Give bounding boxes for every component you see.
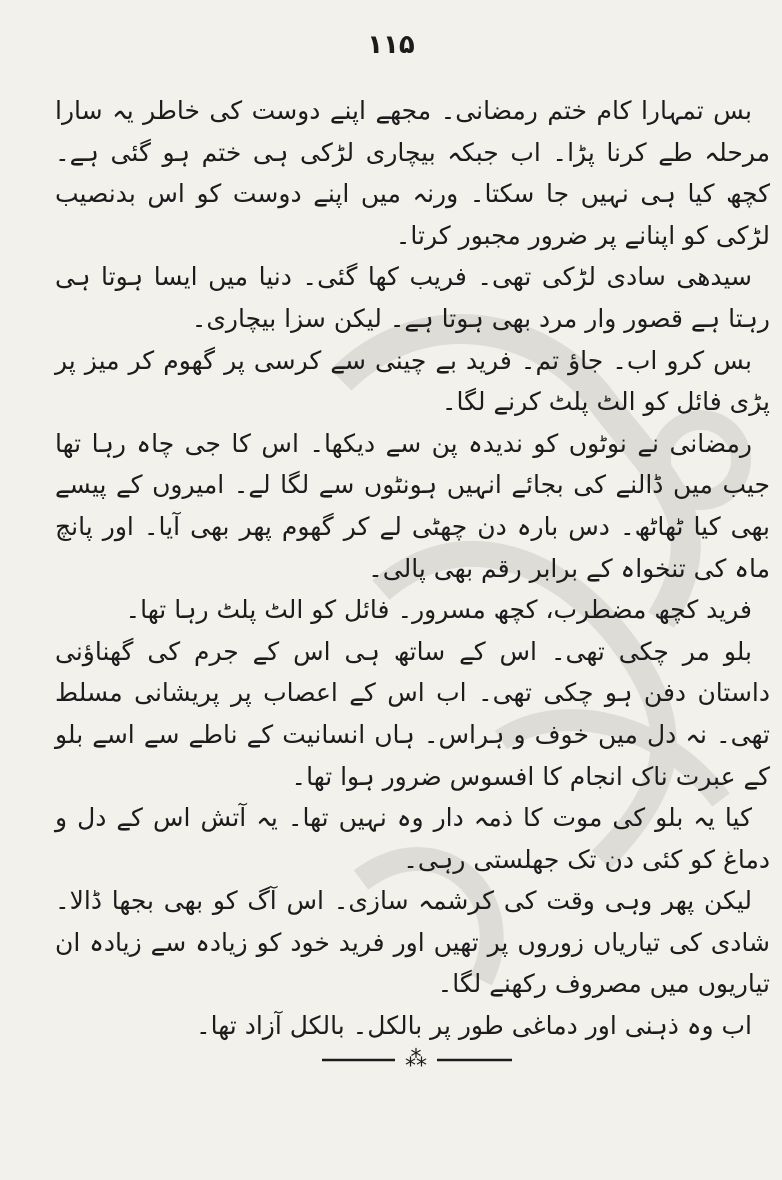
paragraph: اب وہ ذہنی اور دماغی طور پر بالکل۔ بالکل آزاد تھا۔ (196, 1011, 752, 1041)
paragraph: بس تمہارا کام ختم رمضانی۔ مجھے اپنے دوست کی خاطر یہ سارا مرحلہ طے کرنا پڑا۔ اب جبکہ بیچاری لڑکی ہی ختم ہو گئی ہے۔ کچھ کیا ہی نہیں جا سکتا۔ ورنہ میں اپنے دوست کو اس بدنصیب لڑکی کو اپنانے پر ضرور مجبور کرتا۔ (55, 96, 770, 250)
paragraph: رمضانی نے نوٹوں کو ندیدہ پن سے دیکھا۔ اس کا جی چاہ رہا تھا جیب میں ڈالنے کی بجائے انہیں ہونٹوں سے لگا لے۔ امیروں کے پیسے بھی کیا ٹھاٹھ۔ دس بارہ دن چھٹی لے کر گھوم پھر بھی آیا۔ اور پانچ ماہ کی تنخواہ کے برابر رقم بھی پالی۔ (55, 428, 770, 583)
page-number: ۱۱۵ (367, 30, 415, 60)
body-text (55, 90, 770, 1047)
paragraph: کیا یہ بلو کی موت کا ذمہ دار وہ نہیں تھا۔ یہ آتش اس کے دل و دماغ کو کئی دن تک جھلستی رہی۔ (55, 803, 770, 874)
divider-ornament: ⁂ (405, 1047, 427, 1072)
paragraph: بلو مر چکی تھی۔ اس کے ساتھ ہی اس کے جرم کی گھناؤنی داستان دفن ہو چکی تھی۔ اب اس کے اعصاب پر پریشانی مسلط تھی۔ نہ دل میں خوف و ہراس۔ ہاں انسانیت کے ناطے سے اسے بلو کے عبرت ناک انجام کا افسوس ضرور ہوا تھا۔ (55, 636, 770, 791)
paragraph: سیدھی سادی لڑکی تھی۔ فریب کھا گئی۔ دنیا میں ایسا ہوتا ہی رہتا ہے قصور وار مرد بھی ہوتا ہے۔ لیکن سزا بیچاری۔ (55, 262, 770, 333)
paragraph: بس کرو اب۔ جاؤ تم۔ فرید بے چینی سے کرسی پر گھوم کر میز پر پڑی فائل کو الٹ پلٹ کرنے لگا۔ (55, 345, 770, 417)
paragraph: فرید کچھ مضطرب، کچھ مسرور۔ فائل کو الٹ پلٹ رہا تھا۔ (125, 595, 752, 625)
section-divider (0, 1038, 782, 1078)
paragraph: لیکن پھر وہی وقت کی کرشمہ سازی۔ اس آگ کو بھی بجھا ڈالا۔ شادی کی تیاریاں زوروں پر تھیں اور فرید خود کو زیادہ سے زیادہ ان تیاریوں میں مصروف رکھنے لگا۔ (55, 886, 770, 999)
